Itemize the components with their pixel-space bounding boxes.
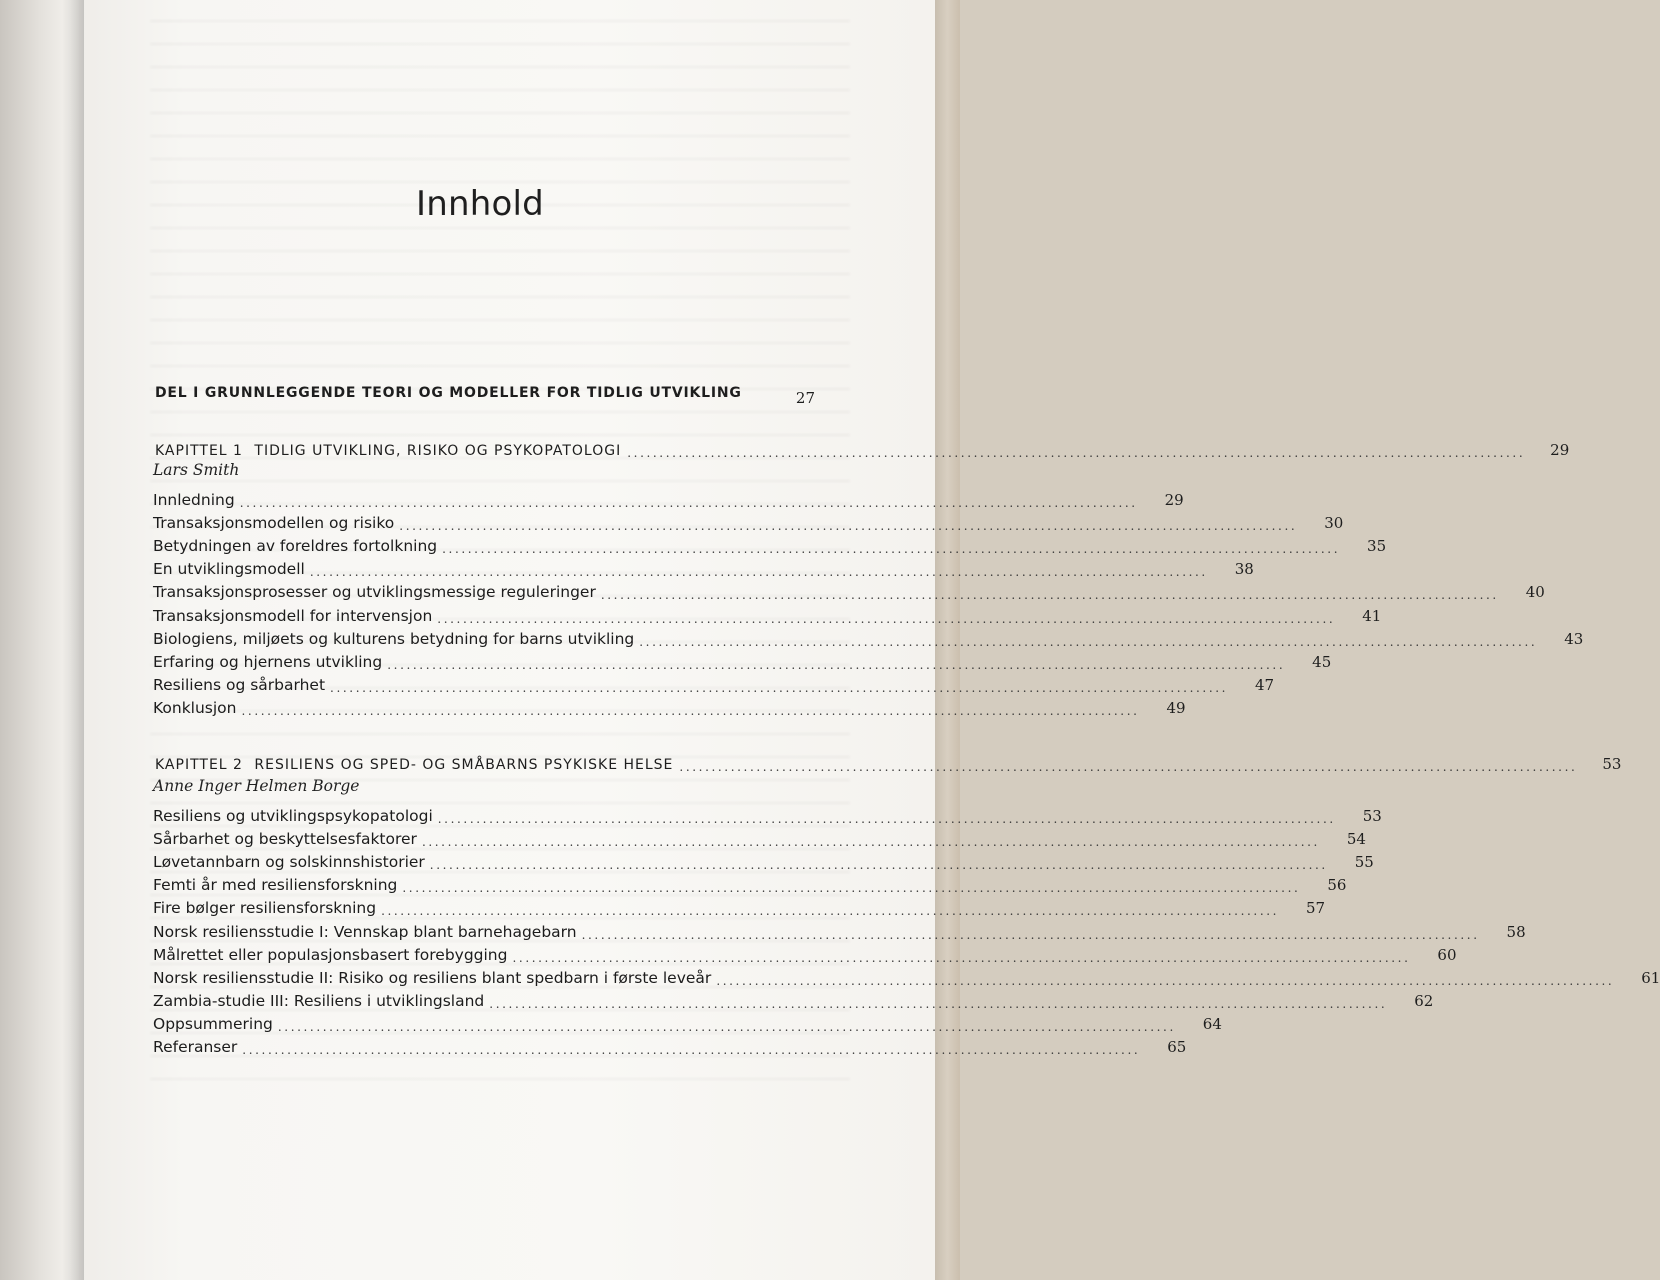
leader-dots: ............................................................................................................................................ [679, 760, 1578, 774]
leader-dots: ............................................................................................................................................ [716, 973, 1615, 988]
toc-entry-page-number: 56 [1327, 876, 1347, 895]
leader-dots: ............................................................................................................................................ [512, 950, 1411, 965]
toc-entry [153, 648, 1332, 672]
toc-entry-title: Innledning [153, 491, 235, 510]
leader-dots: ............................................................................................................................................ [429, 858, 1328, 873]
leader-dots: ............................................................................................................................................ [381, 904, 1280, 919]
part-page-number: 27 [795, 389, 815, 407]
toc-entry-page-number: 38 [1234, 560, 1254, 579]
toc-entry [153, 694, 1186, 718]
toc-entry-title: Sårbarhet og beskyttelsesfaktorer [153, 830, 417, 849]
chapter-1-title: TIDLIG UTVIKLING, RISIKO OG PSYKOPATOLOGI [254, 443, 622, 459]
toc-entry-page-number: 35 [1367, 537, 1387, 556]
toc-entry-page-number: 58 [1506, 922, 1526, 941]
toc-entry-title: Norsk resiliensstudie II: Risiko og resiliens blant spedbarn i første leveår [153, 968, 712, 987]
toc-entry [153, 825, 1366, 850]
chapter-2-number: KAPITTEL 2 [155, 757, 243, 773]
toc-entry-title: Målrettet eller populasjonsbasert forebygging [153, 945, 508, 964]
chapter-2-heading [155, 751, 1622, 774]
toc-entry-page-number: 47 [1254, 675, 1275, 694]
chapter-1-entries [153, 486, 1584, 718]
toc-entry [153, 941, 1457, 965]
leader-dots: ............................................................................................................................................ [277, 1019, 1176, 1034]
toc-entry-page-number: 41 [1362, 606, 1382, 625]
toc-entry-title: Konklusjon [153, 698, 237, 717]
toc-entry-page-number: 49 [1166, 698, 1186, 717]
toc-entry-title: Transaksjonsprosesser og utviklingsmessige reguleringer [153, 583, 596, 602]
leader-dots: ............................................................................................................................................ [581, 927, 1480, 942]
toc-entry-page-number: 57 [1306, 899, 1326, 918]
toc-entry [153, 871, 1347, 896]
toc-entry-page-number: 54 [1346, 830, 1366, 849]
toc-entry-title: Transaksjonsmodell for intervensjon [153, 606, 433, 625]
toc-entry-page-number: 61 [1641, 968, 1660, 987]
leader-dots: ............................................................................................................................................ [421, 835, 1320, 850]
toc-entry-title: Resiliens og utviklingspsykopatologi [153, 807, 433, 826]
leader-dots: ............................................................................................................................................ [627, 446, 1526, 460]
leader-dots: ............................................................................................................................................ [437, 611, 1336, 626]
toc-entry-title: Zambia-studie III: Resiliens i utviklingsland [153, 991, 485, 1010]
toc-entry [153, 555, 1254, 580]
leader-dots: ............................................................................................................................................ [399, 519, 1298, 534]
toc-entry [153, 894, 1326, 919]
toc-entry-title: Femti år med resiliensforskning [153, 876, 398, 895]
toc-entry-title: En utviklingsmodell [153, 560, 305, 579]
chapter-1-heading [155, 437, 1570, 460]
toc-entry-title: Oppsummering [153, 1014, 273, 1033]
toc-entry [153, 917, 1526, 942]
toc-entry [153, 802, 1382, 827]
toc-entry-page-number: 29 [1164, 491, 1184, 510]
toc-entry-title: Norsk resiliensstudie I: Vennskap blant barnehagebarn [153, 922, 577, 941]
toc-entry [153, 848, 1374, 873]
toc-entry-page-number: 64 [1202, 1014, 1222, 1033]
leader-dots: ............................................................................................................................................ [241, 703, 1140, 718]
toc-entry [153, 486, 1184, 511]
toc-entry-title: Erfaring og hjernens utvikling [153, 652, 383, 671]
toc-entry-title: Transaksjonsmodellen og risiko [153, 514, 395, 533]
toc-entry-title: Løvetannbarn og solskinnshistorier [153, 853, 425, 872]
toc-entry-page-number: 60 [1437, 945, 1457, 964]
toc-entry-page-number: 30 [1324, 514, 1344, 533]
toc-entry [153, 671, 1275, 695]
toc-entry [153, 625, 1584, 649]
leader-dots: ............................................................................................................................................ [600, 588, 1499, 603]
leader-dots: ............................................................................................................................................ [242, 1043, 1141, 1058]
toc-entry [153, 509, 1344, 534]
part-heading [155, 385, 815, 407]
toc-entry-title: Referanser [153, 1038, 238, 1057]
toc-entry [153, 987, 1434, 1011]
toc-entry [153, 1033, 1187, 1058]
leader-dots: ............................................................................................................................................ [489, 996, 1388, 1011]
part-label: DEL I GRUNNLEGGENDE TEORI OG MODELLER FOR TIDLIG UTVIKLING [155, 385, 742, 401]
leader-dots: ............................................................................................................................................ [309, 565, 1208, 580]
toc-entry-title: Resiliens og sårbarhet [153, 675, 326, 694]
toc-entry-page-number: 45 [1312, 652, 1332, 671]
leader-dots: ............................................................................................................................................ [402, 881, 1301, 896]
chapter-1-author: Lars Smith [153, 461, 240, 479]
toc-entry [153, 601, 1382, 626]
page-title: Innhold [416, 184, 544, 224]
toc-entry [153, 578, 1545, 603]
toc-entry-title: Fire bølger resiliensforskning [153, 899, 377, 918]
leader-dots: ............................................................................................................................................ [387, 657, 1286, 672]
chapter-1-page-number: 29 [1550, 441, 1570, 459]
leader-dots: ............................................................................................................................................ [330, 680, 1229, 695]
toc-entry-page-number: 65 [1167, 1038, 1187, 1057]
chapter-2-author: Anne Inger Helmen Borge [153, 777, 360, 795]
chapter-2-title: RESILIENS OG SPED- OG SMÅBARNS PSYKISKE HELSE [254, 757, 674, 773]
toc-entry-title: Betydningen av foreldres fortolkning [153, 537, 438, 556]
toc-entry [153, 1010, 1222, 1034]
toc-entry-title: Biologiens, miljøets og kulturens betydning for barns utvikling [153, 629, 635, 648]
toc-entry-page-number: 40 [1525, 583, 1545, 602]
toc-entry-page-number: 55 [1354, 853, 1374, 872]
leader-dots: ............................................................................................................................................ [639, 634, 1538, 649]
chapter-2-page-number: 53 [1602, 755, 1622, 773]
leader-dots: ............................................................................................................................................ [437, 812, 1336, 827]
toc-entry [153, 964, 1660, 988]
leader-dots: ............................................................................................................................................ [239, 496, 1138, 511]
toc-entry-page-number: 53 [1362, 807, 1382, 826]
toc-entry-page-number: 43 [1564, 629, 1584, 648]
leader-dots: ............................................................................................................................................ [442, 542, 1341, 557]
toc-entry-page-number: 62 [1414, 991, 1434, 1010]
chapter-2-entries [153, 802, 1660, 1058]
chapter-1-number: KAPITTEL 1 [155, 443, 243, 459]
toc-entry [153, 532, 1387, 557]
